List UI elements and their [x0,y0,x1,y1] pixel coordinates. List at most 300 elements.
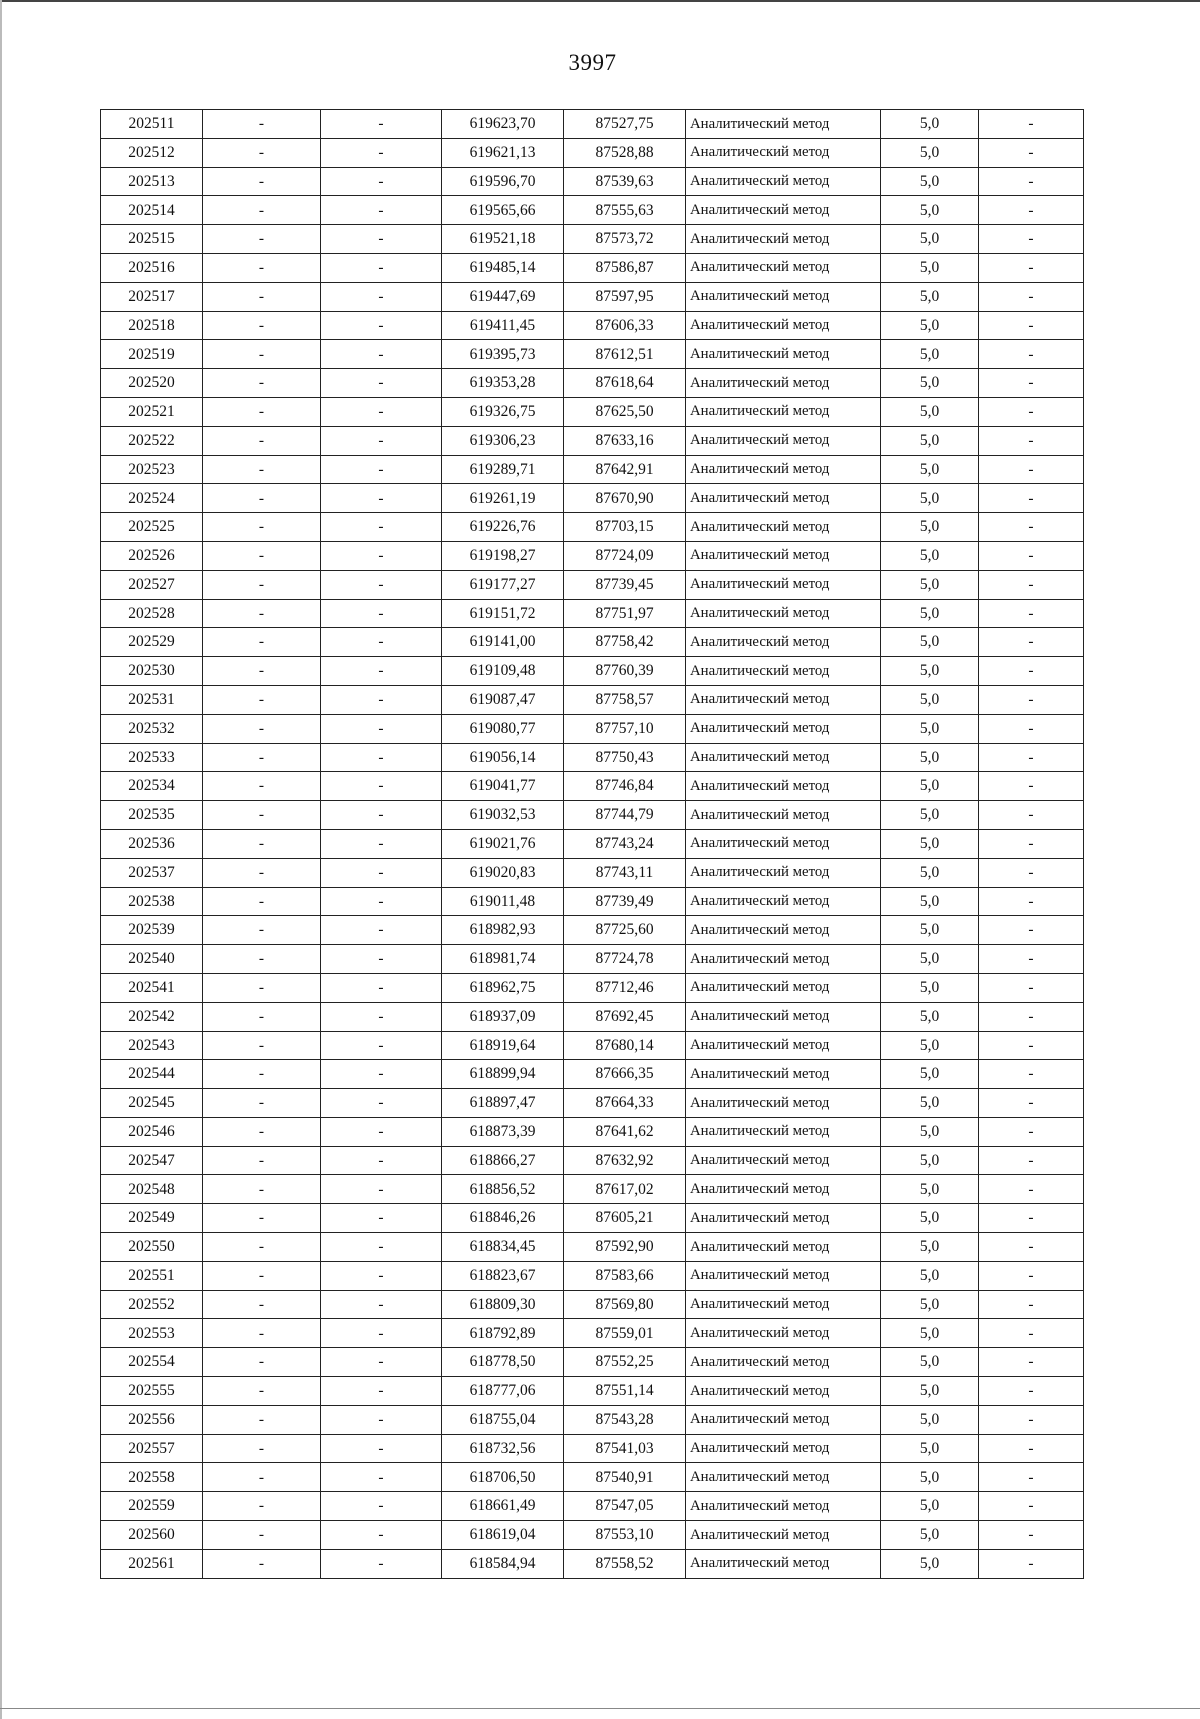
accuracy-cell: 5,0 [881,426,979,455]
y-coordinate-cell: 87725,60 [564,916,686,945]
method-cell: Аналитический метод [686,1031,881,1060]
col2-cell: - [203,628,321,657]
point-number-cell: 202550 [101,1233,203,1262]
y-coordinate-cell: 87558,52 [564,1549,686,1578]
col8-cell: - [979,1521,1084,1550]
y-coordinate-cell: 87617,02 [564,1175,686,1204]
col8-cell: - [979,1261,1084,1290]
point-number-cell: 202554 [101,1348,203,1377]
accuracy-cell: 5,0 [881,541,979,570]
x-coordinate-cell: 618792,89 [442,1319,564,1348]
accuracy-cell: 5,0 [881,1463,979,1492]
method-cell: Аналитический метод [686,714,881,743]
col2-cell: - [203,829,321,858]
y-coordinate-cell: 87552,25 [564,1348,686,1377]
point-number-cell: 202551 [101,1261,203,1290]
col3-cell: - [321,282,442,311]
col8-cell: - [979,1434,1084,1463]
x-coordinate-cell: 618834,45 [442,1233,564,1262]
col8-cell: - [979,1060,1084,1089]
col8-cell: - [979,628,1084,657]
x-coordinate-cell: 618897,47 [442,1089,564,1118]
x-coordinate-cell: 619056,14 [442,743,564,772]
col2-cell: - [203,714,321,743]
col2-cell: - [203,858,321,887]
method-cell: Аналитический метод [686,484,881,513]
x-coordinate-cell: 618919,64 [442,1031,564,1060]
col8-cell: - [979,858,1084,887]
col8-cell: - [979,541,1084,570]
point-number-cell: 202524 [101,484,203,513]
col2-cell: - [203,397,321,426]
col2-cell: - [203,1233,321,1262]
table-row [101,1434,1084,1463]
y-coordinate-cell: 87618,64 [564,369,686,398]
table-row [101,1261,1084,1290]
col3-cell: - [321,484,442,513]
table-row [101,397,1084,426]
x-coordinate-cell: 618777,06 [442,1377,564,1406]
col8-cell: - [979,1290,1084,1319]
y-coordinate-cell: 87612,51 [564,340,686,369]
y-coordinate-cell: 87551,14 [564,1377,686,1406]
table-row [101,1492,1084,1521]
point-number-cell: 202558 [101,1463,203,1492]
col2-cell: - [203,1521,321,1550]
method-cell: Аналитический метод [686,311,881,340]
col2-cell: - [203,340,321,369]
method-cell: Аналитический метод [686,772,881,801]
table-row [101,1089,1084,1118]
col2-cell: - [203,1261,321,1290]
x-coordinate-cell: 618823,67 [442,1261,564,1290]
method-cell: Аналитический метод [686,916,881,945]
table-row [101,426,1084,455]
col8-cell: - [979,1348,1084,1377]
method-cell: Аналитический метод [686,1492,881,1521]
x-coordinate-cell: 619041,77 [442,772,564,801]
y-coordinate-cell: 87633,16 [564,426,686,455]
x-coordinate-cell: 619521,18 [442,225,564,254]
table-row [101,1204,1084,1233]
table-row [101,282,1084,311]
y-coordinate-cell: 87539,63 [564,167,686,196]
table-row [101,138,1084,167]
y-coordinate-cell: 87527,75 [564,110,686,139]
x-coordinate-cell: 618937,09 [442,1002,564,1031]
col3-cell: - [321,541,442,570]
point-number-cell: 202556 [101,1405,203,1434]
col8-cell: - [979,1204,1084,1233]
x-coordinate-cell: 619021,76 [442,829,564,858]
col2-cell: - [203,1089,321,1118]
col2-cell: - [203,1434,321,1463]
x-coordinate-cell: 619109,48 [442,657,564,686]
table-row [101,513,1084,542]
y-coordinate-cell: 87666,35 [564,1060,686,1089]
accuracy-cell: 5,0 [881,167,979,196]
table-row [101,1002,1084,1031]
point-number-cell: 202557 [101,1434,203,1463]
col3-cell: - [321,196,442,225]
col3-cell: - [321,138,442,167]
x-coordinate-cell: 618873,39 [442,1117,564,1146]
y-coordinate-cell: 87547,05 [564,1492,686,1521]
method-cell: Аналитический метод [686,1002,881,1031]
accuracy-cell: 5,0 [881,225,979,254]
col2-cell: - [203,513,321,542]
col2-cell: - [203,196,321,225]
y-coordinate-cell: 87632,92 [564,1146,686,1175]
col8-cell: - [979,426,1084,455]
col8-cell: - [979,829,1084,858]
table-row [101,1031,1084,1060]
col2-cell: - [203,685,321,714]
table-row [101,196,1084,225]
col8-cell: - [979,887,1084,916]
method-cell: Аналитический метод [686,426,881,455]
col2-cell: - [203,772,321,801]
accuracy-cell: 5,0 [881,1405,979,1434]
accuracy-cell: 5,0 [881,1261,979,1290]
col8-cell: - [979,1146,1084,1175]
method-cell: Аналитический метод [686,801,881,830]
col2-cell: - [203,1492,321,1521]
x-coordinate-cell: 619289,71 [442,455,564,484]
table-row [101,628,1084,657]
accuracy-cell: 5,0 [881,657,979,686]
accuracy-cell: 5,0 [881,484,979,513]
col2-cell: - [203,916,321,945]
x-coordinate-cell: 619032,53 [442,801,564,830]
x-coordinate-cell: 619395,73 [442,340,564,369]
point-number-cell: 202511 [101,110,203,139]
point-number-cell: 202543 [101,1031,203,1060]
table-row [101,541,1084,570]
col2-cell: - [203,657,321,686]
point-number-cell: 202518 [101,311,203,340]
col3-cell: - [321,513,442,542]
accuracy-cell: 5,0 [881,1492,979,1521]
accuracy-cell: 5,0 [881,110,979,139]
accuracy-cell: 5,0 [881,858,979,887]
col8-cell: - [979,397,1084,426]
col8-cell: - [979,973,1084,1002]
col3-cell: - [321,685,442,714]
point-number-cell: 202526 [101,541,203,570]
method-cell: Аналитический метод [686,1175,881,1204]
method-cell: Аналитический метод [686,369,881,398]
accuracy-cell: 5,0 [881,340,979,369]
point-number-cell: 202523 [101,455,203,484]
col3-cell: - [321,1146,442,1175]
col3-cell: - [321,801,442,830]
col3-cell: - [321,1060,442,1089]
col3-cell: - [321,225,442,254]
col2-cell: - [203,1146,321,1175]
col8-cell: - [979,1492,1084,1521]
x-coordinate-cell: 619177,27 [442,570,564,599]
accuracy-cell: 5,0 [881,282,979,311]
method-cell: Аналитический метод [686,1089,881,1118]
col2-cell: - [203,599,321,628]
x-coordinate-cell: 619326,75 [442,397,564,426]
accuracy-cell: 5,0 [881,311,979,340]
method-cell: Аналитический метод [686,599,881,628]
col2-cell: - [203,426,321,455]
col8-cell: - [979,1175,1084,1204]
col8-cell: - [979,743,1084,772]
point-number-cell: 202530 [101,657,203,686]
point-number-cell: 202532 [101,714,203,743]
accuracy-cell: 5,0 [881,1146,979,1175]
y-coordinate-cell: 87743,24 [564,829,686,858]
point-number-cell: 202533 [101,743,203,772]
col3-cell: - [321,628,442,657]
col2-cell: - [203,743,321,772]
point-number-cell: 202512 [101,138,203,167]
y-coordinate-cell: 87540,91 [564,1463,686,1492]
col2-cell: - [203,455,321,484]
col3-cell: - [321,1319,442,1348]
method-cell: Аналитический метод [686,743,881,772]
accuracy-cell: 5,0 [881,196,979,225]
col3-cell: - [321,253,442,282]
point-number-cell: 202531 [101,685,203,714]
col3-cell: - [321,1521,442,1550]
y-coordinate-cell: 87758,57 [564,685,686,714]
method-cell: Аналитический метод [686,685,881,714]
col8-cell: - [979,167,1084,196]
accuracy-cell: 5,0 [881,628,979,657]
y-coordinate-cell: 87597,95 [564,282,686,311]
x-coordinate-cell: 618962,75 [442,973,564,1002]
table-row [101,916,1084,945]
point-number-cell: 202560 [101,1521,203,1550]
col8-cell: - [979,1377,1084,1406]
table-row [101,1319,1084,1348]
y-coordinate-cell: 87642,91 [564,455,686,484]
method-cell: Аналитический метод [686,1463,881,1492]
col3-cell: - [321,110,442,139]
col2-cell: - [203,1405,321,1434]
point-number-cell: 202534 [101,772,203,801]
col2-cell: - [203,282,321,311]
col2-cell: - [203,110,321,139]
x-coordinate-cell: 618846,26 [442,1204,564,1233]
method-cell: Аналитический метод [686,138,881,167]
x-coordinate-cell: 618619,04 [442,1521,564,1550]
col3-cell: - [321,455,442,484]
col3-cell: - [321,340,442,369]
point-number-cell: 202527 [101,570,203,599]
y-coordinate-cell: 87625,50 [564,397,686,426]
table-row [101,1117,1084,1146]
table-row [101,829,1084,858]
col2-cell: - [203,570,321,599]
col2-cell: - [203,1319,321,1348]
table-row [101,714,1084,743]
col3-cell: - [321,714,442,743]
method-cell: Аналитический метод [686,628,881,657]
x-coordinate-cell: 618584,94 [442,1549,564,1578]
point-number-cell: 202522 [101,426,203,455]
col3-cell: - [321,1261,442,1290]
y-coordinate-cell: 87744,79 [564,801,686,830]
col3-cell: - [321,1204,442,1233]
x-coordinate-cell: 619621,13 [442,138,564,167]
method-cell: Аналитический метод [686,167,881,196]
y-coordinate-cell: 87559,01 [564,1319,686,1348]
x-coordinate-cell: 619306,23 [442,426,564,455]
table-row [101,311,1084,340]
y-coordinate-cell: 87724,09 [564,541,686,570]
col3-cell: - [321,858,442,887]
accuracy-cell: 5,0 [881,397,979,426]
col8-cell: - [979,340,1084,369]
table-row [101,858,1084,887]
point-number-cell: 202539 [101,916,203,945]
method-cell: Аналитический метод [686,340,881,369]
table-row [101,369,1084,398]
col3-cell: - [321,1463,442,1492]
col8-cell: - [979,801,1084,830]
y-coordinate-cell: 87712,46 [564,973,686,1002]
x-coordinate-cell: 619151,72 [442,599,564,628]
method-cell: Аналитический метод [686,657,881,686]
col3-cell: - [321,599,442,628]
y-coordinate-cell: 87605,21 [564,1204,686,1233]
table-row [101,455,1084,484]
col2-cell: - [203,1348,321,1377]
col8-cell: - [979,225,1084,254]
x-coordinate-cell: 619226,76 [442,513,564,542]
table-row [101,1175,1084,1204]
accuracy-cell: 5,0 [881,1002,979,1031]
point-number-cell: 202521 [101,397,203,426]
table-row [101,484,1084,513]
col2-cell: - [203,1002,321,1031]
col2-cell: - [203,225,321,254]
col3-cell: - [321,570,442,599]
page-number: 3997 [568,50,617,75]
method-cell: Аналитический метод [686,887,881,916]
point-number-cell: 202516 [101,253,203,282]
col2-cell: - [203,887,321,916]
point-number-cell: 202542 [101,1002,203,1031]
point-number-cell: 202538 [101,887,203,916]
table-row [101,801,1084,830]
col2-cell: - [203,1060,321,1089]
method-cell: Аналитический метод [686,196,881,225]
col2-cell: - [203,1204,321,1233]
accuracy-cell: 5,0 [881,1549,979,1578]
x-coordinate-cell: 618856,52 [442,1175,564,1204]
col3-cell: - [321,1434,442,1463]
accuracy-cell: 5,0 [881,685,979,714]
point-number-cell: 202549 [101,1204,203,1233]
accuracy-cell: 5,0 [881,253,979,282]
table-row [101,1377,1084,1406]
col3-cell: - [321,887,442,916]
table-row [101,225,1084,254]
accuracy-cell: 5,0 [881,1348,979,1377]
col8-cell: - [979,599,1084,628]
x-coordinate-cell: 618778,50 [442,1348,564,1377]
col8-cell: - [979,916,1084,945]
accuracy-cell: 5,0 [881,916,979,945]
table-row [101,1060,1084,1089]
accuracy-cell: 5,0 [881,1233,979,1262]
col2-cell: - [203,484,321,513]
accuracy-cell: 5,0 [881,599,979,628]
col3-cell: - [321,1233,442,1262]
col8-cell: - [979,369,1084,398]
col2-cell: - [203,945,321,974]
y-coordinate-cell: 87664,33 [564,1089,686,1118]
table-row [101,657,1084,686]
col2-cell: - [203,801,321,830]
accuracy-cell: 5,0 [881,513,979,542]
y-coordinate-cell: 87758,42 [564,628,686,657]
method-cell: Аналитический метод [686,397,881,426]
point-number-cell: 202525 [101,513,203,542]
method-cell: Аналитический метод [686,1261,881,1290]
y-coordinate-cell: 87670,90 [564,484,686,513]
x-coordinate-cell: 618732,56 [442,1434,564,1463]
col3-cell: - [321,829,442,858]
table-row [101,1405,1084,1434]
point-number-cell: 202517 [101,282,203,311]
x-coordinate-cell: 619020,83 [442,858,564,887]
table-row [101,772,1084,801]
method-cell: Аналитический метод [686,1319,881,1348]
col3-cell: - [321,743,442,772]
col8-cell: - [979,1233,1084,1262]
x-coordinate-cell: 619596,70 [442,167,564,196]
col2-cell: - [203,1031,321,1060]
method-cell: Аналитический метод [686,225,881,254]
col8-cell: - [979,714,1084,743]
point-number-cell: 202552 [101,1290,203,1319]
table-row [101,253,1084,282]
y-coordinate-cell: 87680,14 [564,1031,686,1060]
table-row [101,167,1084,196]
col3-cell: - [321,916,442,945]
col3-cell: - [321,1117,442,1146]
table-body [101,110,1084,1579]
point-number-cell: 202520 [101,369,203,398]
y-coordinate-cell: 87743,11 [564,858,686,887]
col8-cell: - [979,685,1084,714]
accuracy-cell: 5,0 [881,1175,979,1204]
y-coordinate-cell: 87760,39 [564,657,686,686]
col8-cell: - [979,1463,1084,1492]
point-number-cell: 202561 [101,1549,203,1578]
col8-cell: - [979,455,1084,484]
x-coordinate-cell: 618866,27 [442,1146,564,1175]
col8-cell: - [979,1405,1084,1434]
point-number-cell: 202515 [101,225,203,254]
left-scan-edge [0,0,2,1719]
col2-cell: - [203,1175,321,1204]
col3-cell: - [321,945,442,974]
y-coordinate-cell: 87583,66 [564,1261,686,1290]
col8-cell: - [979,484,1084,513]
accuracy-cell: 5,0 [881,1031,979,1060]
col3-cell: - [321,1290,442,1319]
col3-cell: - [321,1031,442,1060]
